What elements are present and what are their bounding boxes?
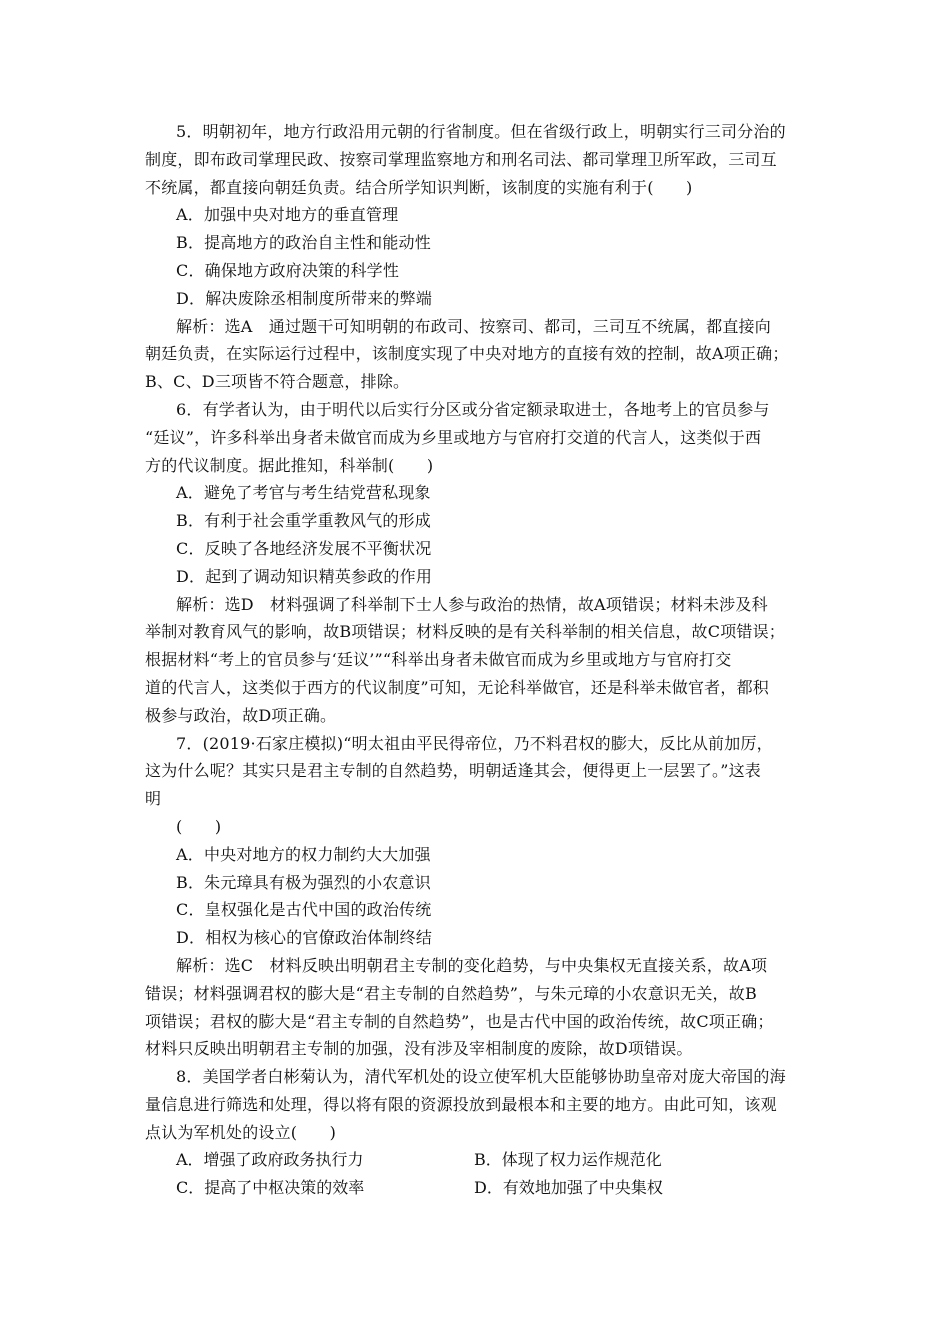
question-stem-line: 8．美国学者白彬菊认为，清代军机处的设立使军机大臣能够协助皇帝对庞大帝国的海 [176,1067,786,1087]
analysis-line: 根据材料“考上的官员参与‘廷议’”“科举出身者未做官而成为乡里或地方与官府打交 [145,650,732,670]
option-c: C．反映了各地经济发展不平衡状况 [176,538,432,558]
analysis-line: 朝廷负责，在实际运行过程中，该制度实现了中央对地方的直接有效的控制，故A项正确； [145,344,789,364]
analysis-line: 极参与政治，故D项正确。 [145,705,337,725]
question-8 [145,1063,815,1202]
option-c: C．皇权强化是古代中国的政治传统 [176,900,432,920]
question-stem-line: 制度，即布政司掌理民政、按察司掌理监察地方和刑名司法、都司掌理卫所军政，三司互 [145,149,777,169]
question-6 [145,396,815,730]
question-stem-line: 方的代议制度。据此推知，科举制( ) [145,455,434,475]
option-a: A．避免了考官与考生结党营私现象 [176,483,431,503]
question-7 [145,730,815,1064]
question-stem-line: “廷议”，许多科举出身者未做官而成为乡里或地方与官府打交道的代言人，这类似于西 [145,427,762,447]
analysis-line: 错误；材料强调君权的膨大是“君主专制的自然趋势”，与朱元璋的小农意识无关，故B [145,983,757,1003]
option-a: A．加强中央对地方的垂直管理 [176,205,399,225]
option-b: B．朱元璋具有极为强烈的小农意识 [176,872,431,892]
analysis-line: 举制对教育风气的影响，故B项错误；材料反映的是有关科举制的相关信息，故C项错误； [145,622,786,642]
question-stem-line: 点认为军机处的设立( ) [145,1122,337,1142]
option-d: D．有效地加强了中央集权 [474,1178,663,1198]
question-stem-line: 6．有学者认为，由于明代以后实行分区或分省定额录取进士，各地考上的官员参与 [176,399,770,419]
question-stem-line: 量信息进行筛选和处理，得以将有限的资源投放到最根本和主要的地方。由此可知，该观 [145,1094,777,1114]
option-a: A．增强了政府政务执行力 [176,1150,364,1170]
question-stem-line: 5．明朝初年，地方行政沿用元朝的行省制度。但在省级行政上，明朝实行三司分治的 [176,122,786,141]
question-stem-line: 这为什么呢？其实只是君主专制的自然趋势，明朝适逢其会，便得更上一层罢了。”这表 [145,761,761,781]
analysis-line: B、C、D三项皆不符合题意，排除。 [145,372,410,392]
option-c: C．提高了中枢决策的效率 [176,1178,365,1198]
option-d: D．解决废除丞相制度所带来的弊端 [176,288,433,308]
option-c: C．确保地方政府决策的科学性 [176,260,400,280]
analysis-line: 解析：选C 材料反映出明朝君主专制的变化趋势，与中央集权无直接关系，故A项 [176,955,768,975]
option-a: A．中央对地方的权力制约大大加强 [176,844,431,864]
question-stem-line: 不统属，都直接向朝廷负责。结合所学知识判断，该制度的实施有利于( ) [145,177,693,197]
analysis-line: 项错误；君权的膨大是“君主专制的自然趋势”，也是古代中国的政治传统，故C项正确； [145,1011,774,1031]
option-b: B．有利于社会重学重教风气的形成 [176,511,431,531]
analysis-line: 解析：选A 通过题干可知明朝的布政司、按察司、都司，三司互不统属，都直接向 [176,316,771,336]
option-d: D．起到了调动知识精英参政的作用 [176,566,433,586]
question-5 [145,118,815,396]
answer-blank: ( ) [176,816,222,836]
options-row [145,1146,815,1174]
option-b: B．体现了权力运作规范化 [474,1150,662,1170]
document-page [145,118,815,1202]
analysis-line: 道的代言人，这类似于西方的代议制度”可知，无论科举做官，还是科举未做官者，都积 [145,677,769,697]
question-stem-line: 7．(2019·石家庄模拟)“明太祖由平民得帝位，乃不料君权的膨大，反比从前加厉， [176,733,773,753]
question-stem-line: 明 [145,789,162,809]
option-d: D．相权为核心的官僚政治体制终结 [176,928,433,948]
options-row [145,1174,815,1202]
analysis-line: 解析：选D 材料强调了科举制下士人参与政治的热情，故A项错误；材料未涉及科 [176,594,768,614]
option-b: B．提高地方的政治自主性和能动性 [176,233,431,253]
analysis-line: 材料只反映出明朝君主专制的加强，没有涉及宰相制度的废除，故D项错误。 [145,1039,693,1059]
